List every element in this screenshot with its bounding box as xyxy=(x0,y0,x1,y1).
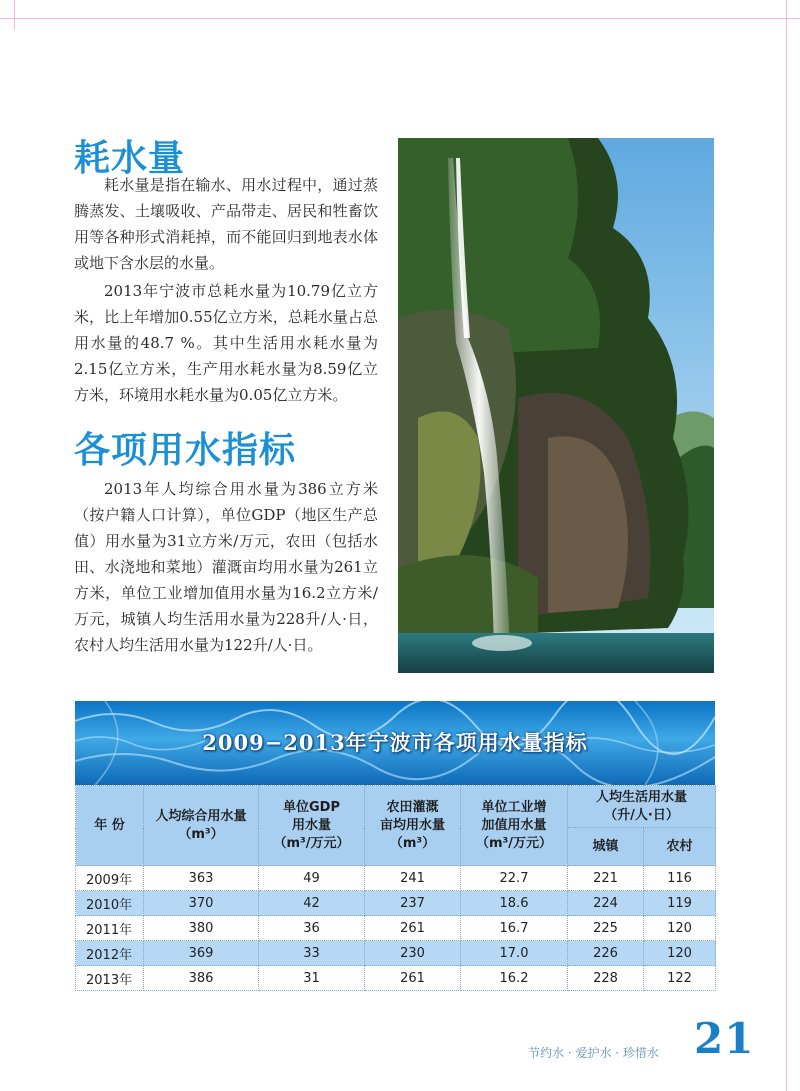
cell-gdp: 36 xyxy=(259,916,365,941)
header-farm-name: 农田灌溉 xyxy=(386,799,439,815)
table-row xyxy=(76,966,716,991)
cell-industry: 16.7 xyxy=(461,916,568,941)
cell-rural: 120 xyxy=(644,916,716,941)
cell-urban: 221 xyxy=(568,866,644,891)
cell-farm: 261 xyxy=(365,966,461,991)
cell-per-capita: 370 xyxy=(144,891,259,916)
cell-gdp: 33 xyxy=(259,941,365,966)
table-title-banner xyxy=(75,701,715,785)
cell-farm: 241 xyxy=(365,866,461,891)
cell-rural: 120 xyxy=(644,941,716,966)
waterfall-photo xyxy=(398,138,714,673)
cell-industry: 22.7 xyxy=(461,866,568,891)
cell-farm: 261 xyxy=(365,916,461,941)
header-year: 年 份 xyxy=(76,786,144,866)
header-industry-name2: 加值用水量 xyxy=(481,817,547,833)
header-gdp-name2: 用水量 xyxy=(291,817,331,833)
cell-industry: 18.6 xyxy=(461,891,568,916)
cell-year: 2009年 xyxy=(76,866,144,891)
cell-gdp: 49 xyxy=(259,866,365,891)
header-gdp-name: 单位GDP xyxy=(283,799,340,815)
cell-industry: 17.0 xyxy=(461,941,568,966)
cell-per-capita: 369 xyxy=(144,941,259,966)
header-industry-name: 单位工业增 xyxy=(481,799,547,815)
header-gdp-unit: （m³/万元） xyxy=(273,835,350,851)
cell-gdp: 31 xyxy=(259,966,365,991)
footer-slogan: 节约水 · 爱护水 · 珍惜水 xyxy=(528,1046,659,1060)
cell-urban: 228 xyxy=(568,966,644,991)
cell-year: 2010年 xyxy=(76,891,144,916)
cell-year: 2012年 xyxy=(76,941,144,966)
cell-urban: 226 xyxy=(568,941,644,966)
header-industry-unit: （m³/万元） xyxy=(476,835,552,851)
cell-rural: 122 xyxy=(644,966,716,991)
cell-urban: 225 xyxy=(568,916,644,941)
table-row xyxy=(76,866,716,891)
cell-per-capita: 380 xyxy=(144,916,259,941)
page-number: 21 xyxy=(694,1014,755,1063)
table-row xyxy=(76,916,716,941)
cell-industry: 16.2 xyxy=(461,966,568,991)
cell-rural: 116 xyxy=(644,866,716,891)
water-indicator-table xyxy=(75,785,716,991)
consumption-paragraph-1: 耗水量是指在输水、用水过程中，通过蒸腾蒸发、土壤吸收、产品带走、居民和牲畜饮用等各种形式消耗掉，而不能回归到地表水体或地下含水层的水量。 xyxy=(74,176,378,272)
table-row xyxy=(76,941,716,966)
header-per-capita-unit: （m³） xyxy=(178,826,224,842)
header-domestic-name: 人均生活用水量 xyxy=(596,789,688,805)
consumption-paragraph-2: 2013年宁波市总耗水量为10.79亿立方米，比上年增加0.55亿立方米，总耗水量占总用水量的48.7 %。其中生活用水耗水量为2.15亿立方米，生产用水耗水量为8.59亿立方米，环境用水耗水量为0.05亿立方米。 xyxy=(74,282,378,404)
table-row xyxy=(76,891,716,916)
crop-mark-top xyxy=(0,18,800,19)
cell-gdp: 42 xyxy=(259,891,365,916)
header-urban: 城镇 xyxy=(568,828,644,866)
cell-farm: 230 xyxy=(365,941,461,966)
header-per-capita xyxy=(144,786,259,866)
header-gdp xyxy=(259,786,365,866)
header-domestic-unit: （升/人·日） xyxy=(604,807,679,823)
header-per-capita-name: 人均综合用水量 xyxy=(155,808,247,824)
header-farm-unit: （m³） xyxy=(389,835,436,851)
header-industry xyxy=(461,786,568,866)
indicators-paragraph-1: 2013年人均综合用水量为386立方米（按户籍人口计算），单位GDP（地区生产总值）用水量为31立方米/万元，农田（包括水田、水浇地和菜地）灌溉亩均用水量为261立方米，单位工业增加值用水量为16.2立方米/万元，城镇人均生活用水量为228升/人·日，农村人均生活用水量为122升/人·日。 xyxy=(74,480,378,654)
cell-per-capita: 386 xyxy=(144,966,259,991)
cell-year: 2013年 xyxy=(76,966,144,991)
section-title-consumption: 耗水量 xyxy=(74,138,186,179)
crop-mark-left xyxy=(14,0,15,30)
cell-per-capita: 363 xyxy=(144,866,259,891)
cell-urban: 224 xyxy=(568,891,644,916)
header-domestic xyxy=(568,786,716,828)
header-rural: 农村 xyxy=(644,828,716,866)
table-title: 2009−2013年宁波市各项用水量指标 xyxy=(202,730,588,755)
cell-year: 2011年 xyxy=(76,916,144,941)
section-title-indicators: 各项用水指标 xyxy=(74,430,297,471)
header-farm-name2: 亩均用水量 xyxy=(379,817,445,833)
header-farm xyxy=(365,786,461,866)
crop-mark-right xyxy=(786,0,787,1091)
cell-rural: 119 xyxy=(644,891,716,916)
cell-farm: 237 xyxy=(365,891,461,916)
